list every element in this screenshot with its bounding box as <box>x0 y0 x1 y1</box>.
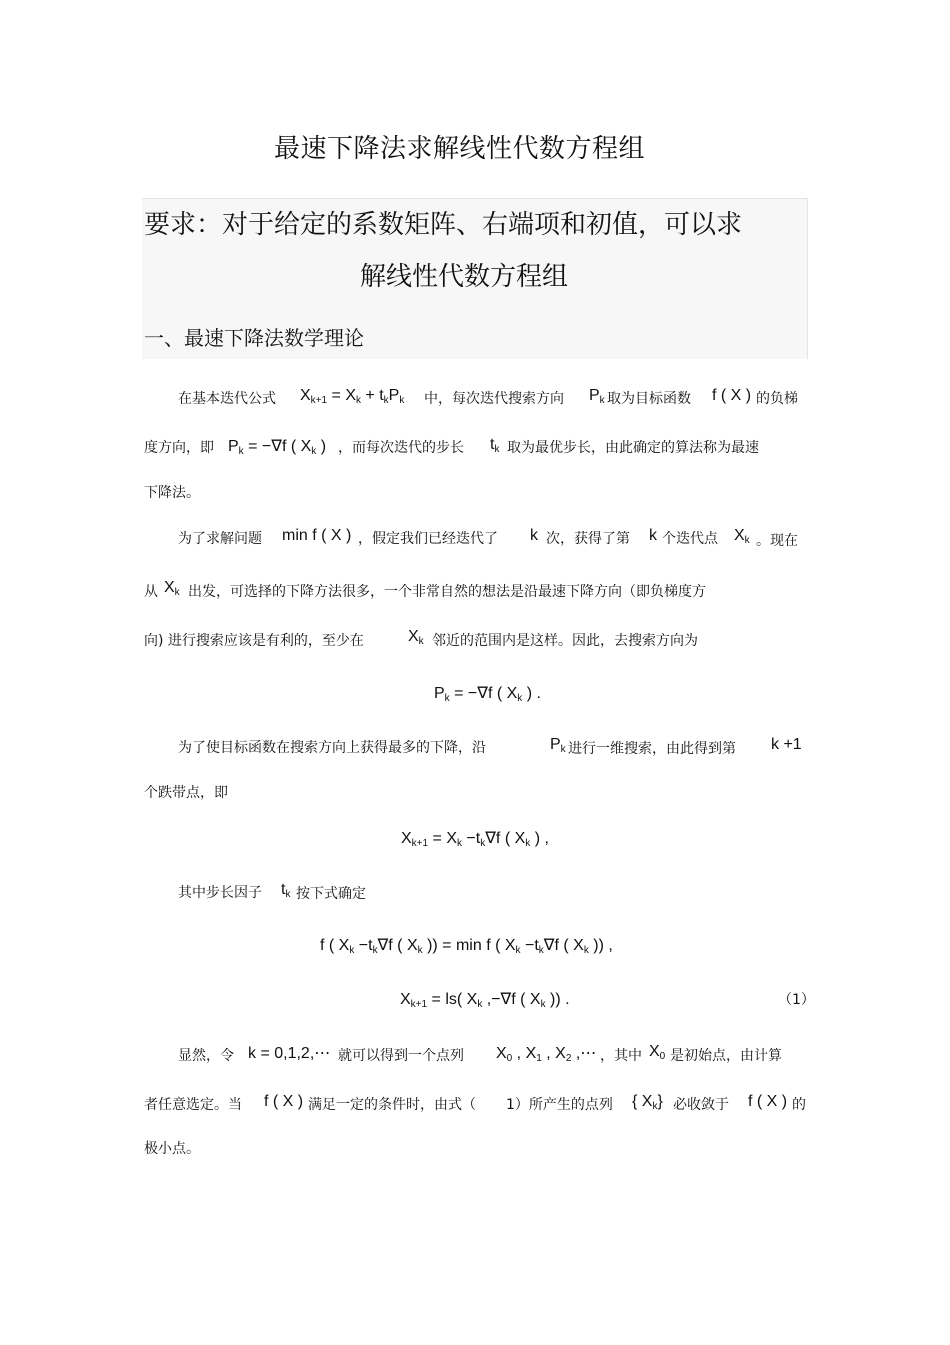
p4-text-b: 按下式确定 <box>296 886 366 902</box>
p5-text-e: 者任意选定。当 <box>144 1097 242 1113</box>
p5-text-f: 满足一定的条件时，由式（ <box>308 1097 476 1113</box>
math-pk: $P_k$ <box>589 387 605 406</box>
p5-text-c: ，其中 <box>600 1048 642 1064</box>
math-xk: $X_k$ <box>164 579 180 598</box>
math-xk: $X_k$ <box>408 628 424 647</box>
math-fx: f ( X ) <box>712 387 752 404</box>
math-set-xk: { $X_k$} <box>632 1093 663 1112</box>
formula-iteration: $X_{k+1} = X_k + t_kP_k$ <box>300 387 405 406</box>
p1-text-d: 的负梯 <box>756 391 798 407</box>
p1-text-b: 中，每次迭代搜索方向 <box>424 391 564 407</box>
page-title: 最速下降法求解线性代数方程组 <box>274 134 646 164</box>
formula-update: $X_{k+1} = X_k -t_k\nabla f$ ( $X_k$ ) , <box>401 830 549 849</box>
p2-text-g: 出发，可选择的下降方法很多，一个非常自然的想法是沿最速下降方向（即负梯度方 <box>188 584 706 600</box>
equation-number: （1） <box>778 992 815 1008</box>
p1-text-g: 取为最优步长，由此确定的算法称为最速 <box>507 440 759 456</box>
p2-text-i: 邻近的范围内是这样。因此，去搜索方向为 <box>432 633 698 649</box>
p1-text-e: 度方向，即 <box>144 440 214 456</box>
p2-text-b: ，假定我们已经迭代了 <box>358 531 498 547</box>
math-fx: f ( X ) <box>748 1093 788 1110</box>
p2-text-h: 向) 进行搜索应该是有利的，至少在 <box>144 633 364 649</box>
p2-text-e: 。现在 <box>756 533 798 549</box>
math-k-plus-1: k +1 <box>771 736 802 753</box>
p2-text-c: 次，获得了第 <box>546 531 630 547</box>
math-tk: $t_k$ <box>281 881 291 900</box>
math-k: k <box>649 527 657 544</box>
p5-text-j: 极小点。 <box>144 1141 200 1157</box>
p1-text-a: 在基本迭代公式 <box>178 391 276 407</box>
math-min-fx: min f ( X ) <box>282 527 352 544</box>
section-heading: 一、最速下降法数学理论 <box>144 326 364 350</box>
formula-direction: $P_k = -\nabla f$ ( $X_k$ ) <box>228 438 327 457</box>
p2-text-a: 为了求解问题 <box>178 531 262 547</box>
p2-text-f: 从 <box>144 584 158 600</box>
p3-text-b: 进行一维搜索，由此得到第 <box>568 741 736 757</box>
requirement-line-2: 解线性代数方程组 <box>360 262 569 292</box>
p5-text-i: 的 <box>792 1097 806 1113</box>
p3-text-c: 个跌带点，即 <box>144 785 228 801</box>
p5-text-a: 显然，令 <box>178 1048 234 1064</box>
formula-ls: $X_{k+1} = ls$( $X_k$ ,−∇f ( $X_k$ )) . <box>400 991 570 1010</box>
p1-text-c: 取为目标函数 <box>607 391 691 407</box>
p5-text-b: 就可以得到一个点列 <box>338 1048 464 1064</box>
p5-text-h: 必收敛于 <box>673 1097 729 1113</box>
math-k-values: k = 0,1,2,⋯ <box>248 1045 331 1062</box>
math-pk: $P_k$ <box>550 736 566 755</box>
p3-text-a: 为了使目标函数在搜索方向上获得最多的下降，沿 <box>178 740 486 756</box>
p2-text-d: 个迭代点 <box>662 531 718 547</box>
math-sequence: $X_0$ , $X_1$ , $X_2$ ,⋯ <box>496 1045 597 1064</box>
formula-search-direction: $P_k = -\nabla f$ ( $X_k$ ) . <box>434 685 541 704</box>
p1-text-h: 下降法。 <box>144 485 200 501</box>
p5-text-d: 是初始点，由计算 <box>670 1048 782 1064</box>
requirement-line-1: 要求：对于给定的系数矩阵、右端项和初值，可以求 <box>144 210 743 240</box>
p4-text-a: 其中步长因子 <box>178 885 262 901</box>
p5-text-g: 1）所产生的点列 <box>506 1097 613 1113</box>
p1-text-f: ，而每次迭代的步长 <box>338 440 464 456</box>
math-x0: $X_0$ <box>649 1043 666 1062</box>
math-tk: $t_k$ <box>490 436 500 455</box>
math-k: k <box>530 527 538 544</box>
formula-line-search: f ( $X_k -t_k\nabla f$ ( $X_k$ )) = min f ( $X_k -t_k\nabla f$ ( $X_k$ )) , <box>320 937 613 956</box>
math-xk: $X_k$ <box>734 527 750 546</box>
math-fx: f ( X ) <box>264 1093 304 1110</box>
